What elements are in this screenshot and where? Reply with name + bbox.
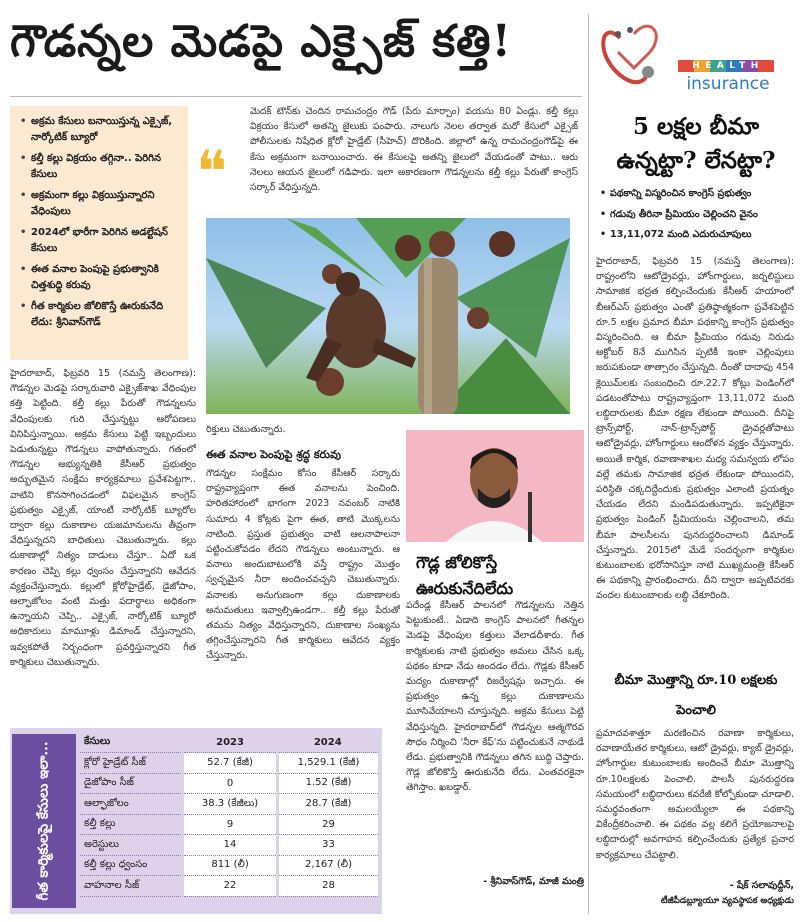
cases-table	[80, 732, 378, 897]
portrait-illustration	[406, 430, 584, 542]
table-row	[80, 794, 378, 815]
table-cell: 1.52 (కేజీ)	[278, 773, 378, 794]
palm-tree-illustration	[206, 218, 570, 414]
table-side-label	[12, 734, 76, 908]
highlights-box	[10, 106, 188, 360]
right-highlight-item: • 13,11,072 మంది ఎదురుచూపులు	[600, 229, 796, 242]
table-cell: 22	[183, 876, 278, 897]
table-cell: 29	[278, 814, 378, 835]
highlight-item: • గీత కార్మికుల జోలికొస్తే ఊరుకునేది లేదు: శ్రీనివాస్‌గౌడ్	[20, 299, 182, 330]
table-cell: 9	[183, 814, 278, 835]
table-header-cell: కేసులు	[80, 732, 183, 753]
table-cell: క్లోరో హైడ్రేట్ సీజ్	[80, 753, 183, 774]
table-header-cell: 2023	[183, 732, 278, 753]
right-signature-title: టీజీపీడబ్ల్యూయూ వ్యవస్థాపక అధ్యక్షుడు	[660, 896, 794, 906]
table-cell: ఆల్ఫాజోలం	[80, 794, 183, 815]
table-cell: 28	[278, 876, 378, 897]
callout-body: పదేండ్ల కేసీఆర్ పాలనలో గౌడన్నలను నెత్తిన పెట్టుకుంటే.. ఏడాది కాంగ్రెస్ పాలనలో గీతన్నల మెడపై వేధింపుల కత్తులు వేలాడదీశారు. గీత కార్మికులకు నాటి ప్రభుత్వం అమలు చేసిన ఒక్క పథకం కూడా నేడు అందడం లేదు. గౌడ్లకు కేసీఆర్ మద్యం దుకాణాల్లో రిజర్వేషన్లు ఇచ్చారు. ఈ ప్రభుత్వం ఉన్న కల్లు దుకాణాలను మూసివేయాలని చూస్తున్నది. అక్రమ కేసులు పెట్టి వేధిస్తున్నది. హైదరాబాద్‌లో గౌడన్నల ఆత్మగౌరవ సౌధం నిర్మించి 'నీరా కేఫ్'ను పట్టించుకునే నాథుడే లేడు. ప్రభుత్వానికి గౌడన్నలు తగిన బుద్ధి చెప్తారు. గౌడ్ల జోలికొస్తే ఊరుకునేది లేదు. ఎంతవరకైనా తెగిస్తాం. ఖబడ్దార్.	[406, 600, 584, 794]
right-article-body-2: ప్రమాదవశాత్తూ మరణించిన రవాణా కార్మికులు, రవాణాయేతర కార్మికులు, ఆటో డ్రైవర్లు, క్యాబ్ డ్రైవర్లు, హోంగార్డుల కుటుంబాలకు అందించే బీమా మొత్తాన్ని రూ.10లక్షలకు పెంచాలి. పాలసీ పునరుద్ధరణ సమయంలో లబ్ధిదారులు కవరేజీ కోల్పోకుండా చూడాలి. సమర్థవంతంగా అమలయ్యేలా ఈ పథకాన్ని వికేంద్రీకరించాలి. ఈ పథకం వల్ల కలిగే ప్రయోజనాలపై లబ్ధిదారుల్లో అవగాహన కల్పించేందుకు ప్రత్యేక ప్రచార కార్యక్రమాలు చేపట్టాలి.	[596, 728, 794, 861]
table-cell: 28.7 (కేజీ)	[278, 794, 378, 815]
table-cell: కల్తీ కల్లు ధ్వంసం	[80, 855, 183, 876]
table-cell: వాహనాల సీజ్	[80, 876, 183, 897]
callout-signature: - శ్రీనివాస్‌గౌడ్, మాజీ మంత్రి	[483, 876, 584, 887]
highlight-item: • కల్తీ కల్లు విక్రయం తగ్గినా.. పెరిగిన కేసులు	[20, 151, 182, 182]
right-signature-name: - షేక్ సలావుద్దీన్,	[729, 880, 794, 891]
table-row	[80, 835, 378, 856]
right-headline: 5 లక్షల బీమా ఉన్నట్టా? లేనట్టా?	[616, 113, 776, 174]
toddy-tapper-photo	[206, 218, 570, 414]
right-highlight-item: • గడువు తీరినా ప్రీమియం చెల్లించని వైనం	[600, 209, 796, 222]
left-article-body: హైదరాబాద్, ఫిబ్రవరి 15 (నమస్తే తెలంగాణ): గౌడన్నల మెడపై సర్కారువారి ఎక్సైజ్‌శాఖ వేధింపుల కత్తి పెట్టింది. కల్తీ కల్లు పేరుతో గౌడన్నలను వేధింపులకు గురి చేస్తున్నట్టు ఆరోపణలు వినిపిస్తున్నాయి. అక్రమ కేసులు పెట్టి ఇబ్బందులు పెడుతున్నట్టు గౌడన్నలు వాపోతున్నారు. గతంలో గౌడన్నల అభ్యున్నతికి కేసీఆర్ ప్రభుత్వం అద్భుతమైన సంక్షేమ కార్యక్రమాలు ప్రవేశపెట్టగా.. వాటిని కొనసాగించడంలో విఫలమైన కాంగ్రెస్ ప్రభుత్వం ఎక్సైజ్, యాంటీ నార్కోటిక్ బ్యూరోల ద్వారా కల్లు దుకాణాల యజమానులను తీవ్రంగా వేధిస్తున్నదని బాధితులు చెబుతున్నారు. కల్లు దుకాణాల్లో నిత్యం దాడులు చేస్తూ.. ఏదో ఒక కారణం చెప్పి కల్లు ధ్వంసం చేస్తున్నారని ఆవేదన వ్యక్తంచేస్తున్నారు. కల్లులో క్లోరోహైడ్రేట్, డైజోపాం, ఆల్ఫాజోలం వంటి మత్తు పదార్థాలు అధికంగా ఉన్నాయని చెప్పి.. ఎక్సైజ్, నార్కోటిక్ బ్యూరో అధికారులు మామూళ్లు డిమాండ్ చేస్తున్నారని, ఇవ్వకపోతే నిర్బంధంగా ప్రవర్తిస్తున్నారని గీత కార్మికులు చెబుతున్నారు.	[10, 368, 196, 668]
column-divider	[588, 14, 589, 914]
table-cell: 14	[183, 835, 278, 856]
table-row	[80, 876, 378, 897]
logo-word-insurance: insurance	[686, 74, 770, 94]
table-cell: 2,167 (లీ)	[278, 855, 378, 876]
headline-rule	[10, 96, 582, 97]
table-row	[80, 753, 378, 774]
table-header-cell: 2024	[278, 732, 378, 753]
srinivas-goud-photo	[406, 430, 584, 542]
table-row	[80, 773, 378, 794]
right-highlights	[600, 188, 796, 250]
logo-word-health: HEALTH	[692, 61, 764, 71]
table-cell: 38.3 (కేజీలు)	[183, 794, 278, 815]
table-row	[80, 855, 378, 876]
table-cell: కల్తీ కల్లు	[80, 814, 183, 835]
highlight-item: • అక్రమంగా కల్లు విక్రయిస్తున్నారని వేధింపులు	[20, 188, 182, 219]
table-side-label-text: గీత కార్మికులపై కేసులు ఇలా...	[36, 741, 53, 901]
table-cell: 0	[183, 773, 278, 794]
table-cell: 1,529.1 (కేజీ)	[278, 753, 378, 774]
table-cell: అరెస్టులు	[80, 835, 183, 856]
mid-subheading: ఈత వనాల పెంపుపై శ్రద్ధ కరువు	[206, 448, 341, 461]
right-article-body: హైదరాబాద్, ఫిబ్రవరి 15 (నమస్తే తెలంగాణ): రాష్ట్రంలోని ఆటోడ్రైవర్లు, హోంగార్డులు, జర్నలిస్టులు సామాజిక భద్రత కల్పించేందుకు కేసీఆర్ హయాంలో బీఆర్ఎస్ ప్రభుత్వం ఎంతో ప్రతిష్ఠాత్మకంగా ప్రవేశపెట్టిన రూ.5 లక్షల ప్రమాద బీమా పథకాన్ని కాంగ్రెస్ ప్రభుత్వం విస్మరించింది. ఆ బీమా ప్రీమియం గడువు నిరుడు అక్టోబర్ 8నే ముగిసిన ప్పటికీ ఇంకా చెల్లింపులు జరుపకుండా తాత్సారం చేస్తున్నది. దీంతో దాదాపు 454 క్లెయిమ్‌లకు సంబంధించి రూ.22.7 కోట్లు పెండింగ్‌లో పడటంతోపాటు రాష్ట్రవ్యాప్తంగా 13,11,072 మంది లబ్ధిదారులకు బీమా రక్షణ లేకుండా పోయింది. దీనిపై ట్రాన్స్‌పోర్ట్, నాన్-ట్రాన్స్‌పోర్ట్ డ్రైవర్లతోపాటు ఆటోడ్రైవర్లు, హోంగార్డులు ఆందోళన వ్యక్తం చేస్తున్నారు. అయితే కార్మిక, రవాణాశాఖల మధ్య సమన్వయ లోపం వల్లే తమకు సామాజిక భద్రత లేకుండా పోయిందని, పరిస్థితి చక్కదిద్దేందుకు ప్రభుత్వం ఎలాంటి ప్రయత్నం చేయడం లేదని మండిపడుతున్నారు. ఇప్పటికైనా ప్రభుత్వం పెండింగ్ ప్రీమియంను చెల్లించాలని, తమ బీమా పాలసీలను పునరుద్ధరించాలని డిమాండ్ చేస్తున్నారు. 2015లో మేడే సందర్భంగా కార్మికుల కుటుంబాలకు భరోసానిస్తూ నాటి ముఖ్యమంత్రి కేసీఆర్ ఈ పథకాన్ని ప్రారంభించారు. దీని ద్వారా అప్పటివరకు వందల కుటుంబాలకు లబ్ధి చేకూరింది.	[596, 256, 794, 602]
headline: గౌడన్నల మెడపై ఎక్సైజ్ కత్తి!	[10, 16, 512, 67]
health-insurance-logo	[600, 18, 790, 104]
highlight-item: • ఈత వనాల పెంపుపై ప్రభుత్వానికి చిత్తశుద్ధి కరువు	[20, 262, 182, 293]
table-row	[80, 814, 378, 835]
quote-mark-icon: ❝	[196, 138, 228, 206]
highlights-list	[20, 114, 182, 330]
table-cell: 52.7 (కేజీ)	[183, 753, 278, 774]
mid-lead-line: రిక్తులు చెబుతున్నారు.	[206, 424, 286, 435]
highlight-item: • 2024లో భారీగా పెరిగిన అడల్టేషన్ కేసులు	[20, 225, 182, 256]
right-highlight-item: • పథకాన్ని విస్మరించిన కాంగ్రెస్ ప్రభుత్వం	[600, 188, 796, 201]
table-cell: 33	[278, 835, 378, 856]
right-subheading: బీమా మొత్తాన్ని రూ.10 లక్షలకు పెంచాలి	[614, 673, 778, 718]
mid-article-body: గౌడన్నల సంక్షేమం కోసం కేసీఆర్ సర్కారు రాష్ట్రవ్యాప్తంగా ఈత వనాలను పెంచింది. హరితహారంలో భాగంగా 2023 నవంబర్ నాటికి సుమారు 4 కోట్లకు పైగా ఈత, తాటి మొక్కలను నాటింది. ప్రస్తుత ప్రభుత్వం వాటి ఆలనాపాలనా పట్టించుకోవడం లేదని గౌడన్నలు అంటున్నారు. ఆ వనాలు అందుబాటులోకి వస్తే రాష్ట్రం మొత్తం స్వచ్ఛమైన నీరా అందించవచ్చని చెబుతున్నారు. వనాలకు అనుగుణంగా కల్లు దుకాణాలకు అనుమతులు ఇవ్వాల్సిఉండగా.. కల్తీ కల్లు పేరుతో తమను నిత్యం వేధిస్తున్నారని, దుకాణాల సంఖ్యను తగ్గించేస్తున్నారని గీత కార్మికులు ఆవేదన వ్యక్తం చేస్తున్నారు.	[206, 468, 400, 662]
table-cell: డైజోపాం సీజ్	[80, 773, 183, 794]
table-cell: 811 (లీ)	[183, 855, 278, 876]
table-header-row	[80, 732, 378, 753]
quote-text: మెదక్ టౌన్‌కు చెందిన రామచంద్రం గౌడ్ (పేరు మార్చాం) వయసు 80 ఏండ్లు. కల్తీ కల్లు విక్రయం కేసులో అతన్ని జైలుకు పంపారు. నాలుగు నెలల తర్వాత మరో కేసులో ఎక్సైజ్ పోలీసులకు నిషేధిత క్లోరో హైడ్రేట్ (సీహెచ్) దొరికింది. జిల్లాలో ఉన్న రామచంద్రంగౌడ్‌పై ఈ కేసు అక్రమంగా బనాయించారు. ఈ కేసులపై అతన్ని జైలులో వేయడంతో పాటు.. ఆరు నెలలు ఆయన జైలులో గడిపారు. ఇలా అకారణంగా గౌడన్నలను కల్తీ కల్లు పేరుతో కాంగ్రెస్ సర్కార్ వేధిస్తున్నది.	[250, 106, 578, 194]
callout-heading: గౌడ్ల జోలికొస్తే ఊరుకునేదిలేదు	[416, 553, 514, 598]
highlight-item: • అక్రమ కేసులు బనాయిస్తున్న ఎక్సైజ్, నార్కోటిక్ బ్యూరో	[20, 114, 182, 145]
